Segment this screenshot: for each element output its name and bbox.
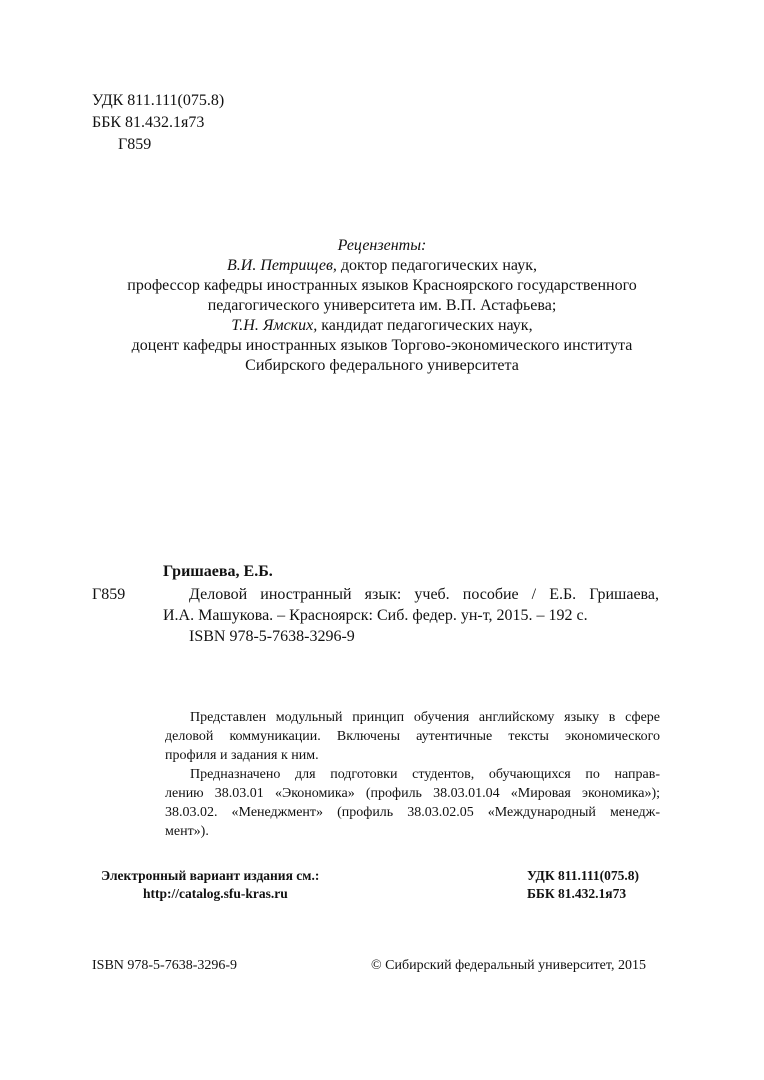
reviewer-2-name: Т.Н. Ямских, <box>231 317 318 334</box>
udk-code: УДК 811.111(075.8) <box>92 92 225 109</box>
abstract-p2-line2: лению 38.03.01 «Экономика» (профиль 38.03.01.04 «Мировая экономика»); <box>165 786 660 801</box>
reviewer-1-position: профессор кафедры иностранных языков Красноярского государственного <box>127 277 637 294</box>
abstract-p2-line4: мент»). <box>165 824 209 839</box>
abstract-p2-line1: Предназначено для подготовки студентов, обучающихся по направ- <box>190 767 660 782</box>
footer-copyright: © Сибирский федеральный университет, 2015 <box>371 958 646 973</box>
catalog-mark: Г859 <box>92 586 126 603</box>
reviewers-title: Рецензенты: <box>337 237 427 254</box>
footer-isbn: ISBN 978-5-7638-3296-9 <box>92 958 238 973</box>
abstract-p1-line1: Представлен модульный принцип обучения английскому языку в сфере <box>190 710 660 725</box>
catalog-title-line2: И.А. Машукова. – Красноярск: Сиб. федер. ун-т, 2015. – 192 с. <box>163 607 588 624</box>
reviewer-2-university: Сибирского федерального университета <box>245 357 519 374</box>
reviewer-2-degree: кандидат педагогических наук, <box>317 317 533 334</box>
abstract-p1-line2: деловой коммуникации. Включены аутентичные тексты экономического <box>165 729 660 744</box>
udk-code-bottom: УДК 811.111(075.8) <box>527 868 640 883</box>
catalog-url-link[interactable]: http://catalog.sfu-kras.ru <box>143 886 288 901</box>
electronic-version-label: Электронный вариант издания см.: <box>101 868 320 883</box>
reviewer-2-position: доцент кафедры иностранных языков Торгово-экономического института <box>131 337 633 354</box>
catalog-author: Гришаева, Е.Б. <box>163 563 273 580</box>
reviewer-1-university: педагогического университета им. В.П. Астафьева; <box>207 297 557 314</box>
bbk-code-bottom: ББК 81.432.1я73 <box>527 886 627 901</box>
bbk-code: ББК 81.432.1я73 <box>92 114 205 131</box>
reviewer-1-name: В.И. Петрищев, <box>227 257 337 274</box>
abstract-p1-line3: профиля и задания к ним. <box>165 748 319 763</box>
catalog-title-line1: Деловой иностранный язык: учеб. пособие / Е.Б. Гришаева, <box>189 586 659 603</box>
abstract-p2-line3: 38.03.02. «Менеджмент» (профиль 38.03.02.05 «Международный менедж- <box>165 805 660 820</box>
reviewer-2 <box>0 316 764 336</box>
reviewer-1-degree: доктор педагогических наук, <box>336 257 537 274</box>
author-mark: Г859 <box>118 136 152 153</box>
reviewer-1 <box>0 256 764 276</box>
catalog-isbn: ISBN 978-5-7638-3296-9 <box>189 628 355 645</box>
